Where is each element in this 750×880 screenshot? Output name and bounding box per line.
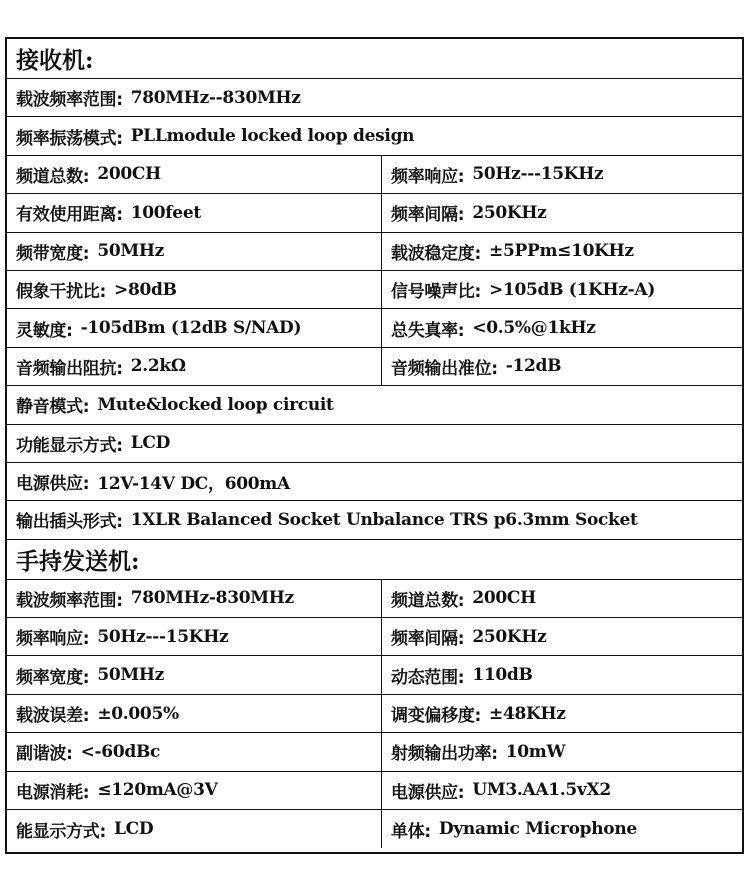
spec-value: 780MHz--830MHz <box>130 87 301 108</box>
spec-cell <box>382 772 742 809</box>
spec-label: 射频输出功率: <box>391 744 498 765</box>
spec-cell <box>382 810 742 848</box>
spec-cell <box>382 618 742 655</box>
spec-label: 频率间隔: <box>391 629 465 650</box>
transmitter-spec-row <box>7 810 742 848</box>
receiver-spec-row <box>7 348 742 386</box>
receiver-spec-row <box>7 463 742 501</box>
spec-value: LCD <box>114 819 154 840</box>
receiver-spec-row <box>7 194 742 232</box>
spec-label: 调变偏移度: <box>391 706 481 727</box>
spec-label: 静音模式: <box>16 397 90 418</box>
spec-label: 载波频率范围: <box>16 590 123 611</box>
spec-label: 能显示方式: <box>16 821 106 842</box>
spec-value: -105dBm (12dB S/NAD) <box>80 318 302 339</box>
spec-label: 频率响应: <box>391 166 465 187</box>
spec-value: 50Hz---15KHz <box>97 626 229 647</box>
spec-label: 电源供应: <box>391 782 465 803</box>
spec-value: 100feet <box>130 202 201 223</box>
spec-cell <box>382 580 742 617</box>
transmitter-spec-row <box>7 618 742 656</box>
spec-cell <box>7 194 382 231</box>
spec-value: ≤120mA@3V <box>97 780 218 801</box>
spec-label: 有效使用距离: <box>16 205 123 226</box>
spec-label: 频道总数: <box>391 590 465 611</box>
spec-cell <box>7 425 742 462</box>
transmitter-spec-row <box>7 695 742 733</box>
spec-cell <box>7 309 382 346</box>
spec-value: 50MHz <box>97 665 165 686</box>
transmitter-spec-row <box>7 656 742 694</box>
spec-value: 12V-14V DC，600mA <box>97 474 290 495</box>
spec-cell <box>382 733 742 770</box>
spec-label: 单体: <box>391 821 431 842</box>
spec-value: LCD <box>130 433 171 454</box>
spec-cell <box>7 618 382 655</box>
spec-sheet <box>5 37 744 854</box>
spec-label: 动态范围: <box>391 667 465 688</box>
spec-cell <box>7 348 382 385</box>
spec-value: 250KHz <box>472 626 547 647</box>
transmitter-spec-row <box>7 733 742 771</box>
spec-value: >80dB <box>114 279 177 300</box>
spec-label: 电源供应: <box>16 474 90 495</box>
spec-label: 电源消耗: <box>16 782 90 803</box>
spec-value: 250KHz <box>472 202 547 223</box>
spec-label: 音频输出阻抗: <box>16 358 123 379</box>
spec-label: 载波稳定度: <box>391 243 481 264</box>
spec-label: 频率响应: <box>16 629 90 650</box>
transmitter-section-title: 手持发送机: <box>16 547 140 575</box>
spec-label: 功能显示方式: <box>16 435 123 456</box>
spec-value: ±48KHz <box>489 703 566 724</box>
spec-label: 灵敏度: <box>16 320 73 341</box>
spec-cell <box>382 233 742 270</box>
spec-cell <box>382 271 742 308</box>
receiver-spec-row <box>7 233 742 271</box>
spec-value: Mute&locked loop circuit <box>97 394 334 415</box>
spec-label: 假象干扰比: <box>16 282 106 303</box>
spec-value: 2.2kΩ <box>130 356 186 377</box>
spec-value: 200CH <box>472 588 536 609</box>
receiver-spec-row <box>7 386 742 424</box>
spec-label: 频率宽度: <box>16 667 90 688</box>
spec-cell <box>7 810 382 848</box>
spec-cell <box>7 501 742 538</box>
receiver-section-header <box>7 39 742 79</box>
spec-value: >105dB (1KHz-A) <box>489 279 656 300</box>
spec-value: 780MHz-830MHz <box>130 588 294 609</box>
spec-cell <box>7 386 742 423</box>
transmitter-section-header <box>7 540 742 580</box>
spec-value: 200CH <box>97 164 161 185</box>
spec-value: -12dB <box>505 356 562 377</box>
spec-cell <box>382 656 742 693</box>
spec-cell <box>382 309 742 346</box>
spec-cell <box>382 348 742 385</box>
receiver-spec-row <box>7 79 742 117</box>
spec-value: PLLmodule locked loop design <box>130 126 415 147</box>
spec-value: UM3.AA1.5vX2 <box>472 780 611 801</box>
spec-cell <box>382 156 742 193</box>
spec-label: 信号噪声比: <box>391 282 481 303</box>
spec-value: 10mW <box>505 741 566 762</box>
spec-cell <box>7 79 742 116</box>
receiver-spec-row <box>7 271 742 309</box>
spec-label: 频带宽度: <box>16 243 90 264</box>
spec-cell <box>7 695 382 732</box>
spec-cell <box>7 117 742 154</box>
transmitter-spec-row <box>7 580 742 618</box>
receiver-spec-row <box>7 425 742 463</box>
transmitter-spec-row <box>7 772 742 810</box>
spec-label: 频率间隔: <box>391 205 465 226</box>
spec-cell <box>382 194 742 231</box>
spec-label: 载波频率范围: <box>16 90 123 111</box>
spec-value: <0.5%@1kHz <box>472 318 596 339</box>
spec-label: 频率振荡模式: <box>16 128 123 149</box>
receiver-spec-row <box>7 501 742 539</box>
spec-cell <box>7 271 382 308</box>
spec-value: ±0.005% <box>97 703 179 724</box>
spec-cell <box>7 463 742 500</box>
spec-value: 110dB <box>472 665 533 686</box>
spec-label: 输出插头形式: <box>16 512 123 533</box>
spec-cell <box>7 656 382 693</box>
receiver-spec-row <box>7 309 742 347</box>
spec-value: ±5PPm≤10KHz <box>489 241 634 262</box>
spec-value: Dynamic Microphone <box>438 819 637 840</box>
spec-label: 音频输出准位: <box>391 358 498 379</box>
receiver-spec-row <box>7 156 742 194</box>
receiver-section-title: 接收机: <box>16 47 94 74</box>
receiver-spec-row <box>7 117 742 155</box>
spec-value: <-60dBc <box>80 741 161 762</box>
spec-value: 50Hz---15KHz <box>472 164 604 185</box>
spec-cell <box>7 733 382 770</box>
spec-label: 频道总数: <box>16 166 90 187</box>
spec-label: 载波误差: <box>16 706 90 727</box>
spec-label: 总失真率: <box>391 320 465 341</box>
spec-cell <box>382 695 742 732</box>
spec-label: 副谐波: <box>16 744 73 765</box>
spec-cell <box>7 772 382 809</box>
spec-value: 1XLR Balanced Socket Unbalance TRS p6.3mm Socket <box>130 509 638 530</box>
spec-cell <box>7 156 382 193</box>
spec-value: 50MHz <box>97 241 165 262</box>
spec-cell <box>7 580 382 617</box>
spec-cell <box>7 233 382 270</box>
